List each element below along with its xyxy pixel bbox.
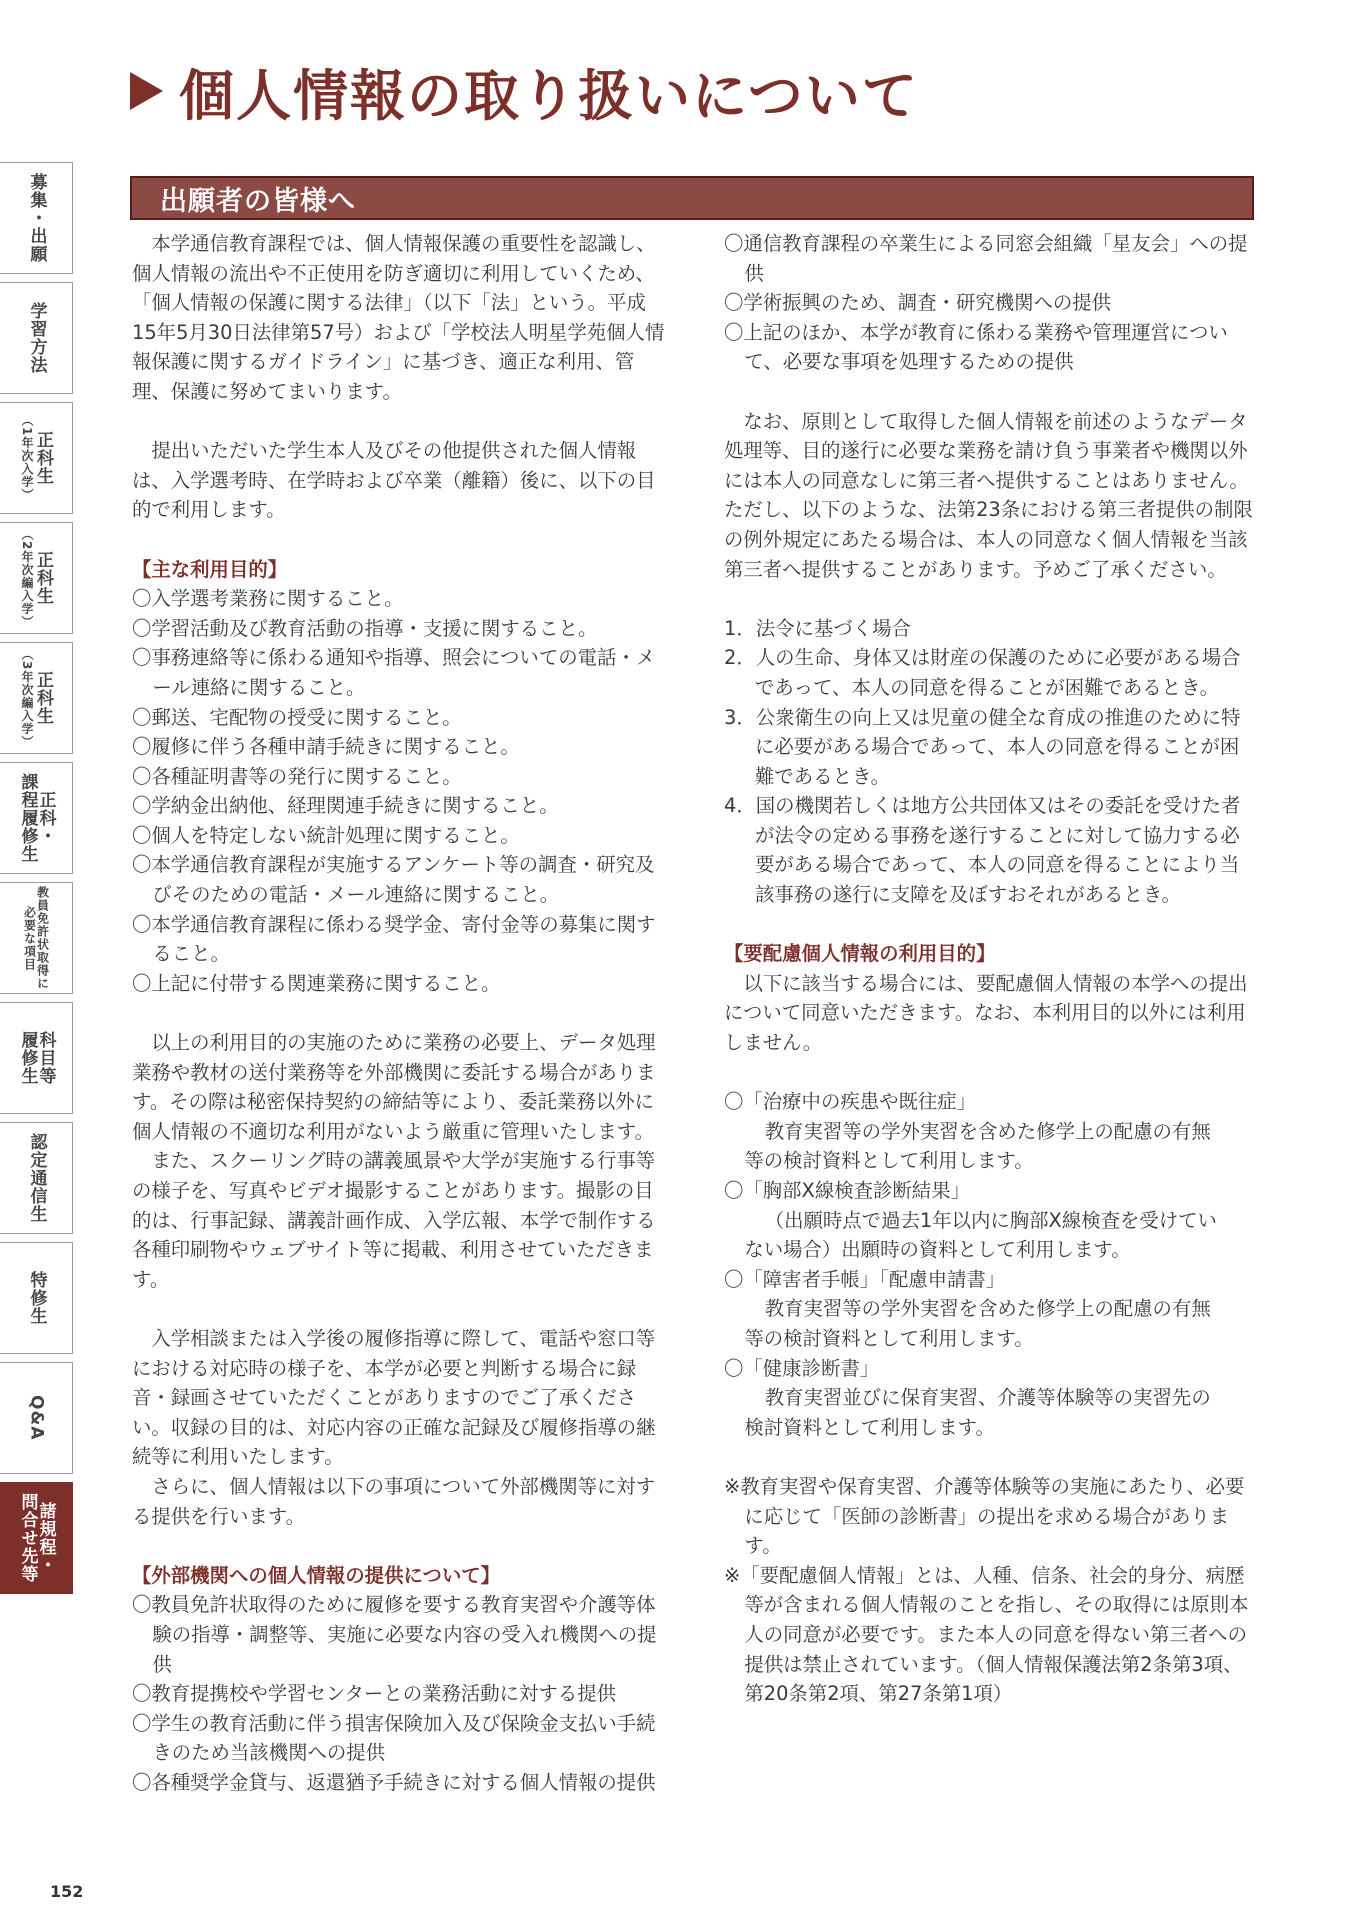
body-paragraph: なお、原則として取得した個人情報を前述のようなデータ処理等、目的遂行に必要な業務を請け負う事業者や機関以外には本人の同意なしに第三者へ提供することはありません。ただし、以下のような、法第23条における第三者提供の制限の例外規定にあたる場合は、本人の同意なく個人情報を当該第三者へ提供することがあります。予めご了承ください。 bbox=[724, 409, 1253, 581]
left-column bbox=[132, 229, 666, 1797]
item-desc: 教育実習等の学外実習を含めた修学上の配慮の有無 bbox=[764, 1297, 1211, 1321]
body-paragraph: 以上の利用目的の実施のために業務の必要上、データ処理業務や教材の送付業務等を外部機関に委託する場合があります。その際は秘密保持契約の締結等により、委託業務以外に個人情報の不適切な利用がないよう厳重に管理いたします。 bbox=[132, 1031, 656, 1143]
tab-label-main: 正科生 bbox=[33, 671, 53, 725]
tab-label-sub: 問合せ先等 bbox=[17, 1493, 38, 1583]
item-desc: ない場合）出願時の資料として利用します。 bbox=[744, 1238, 1131, 1262]
side-tab-nintei[interactable] bbox=[0, 1122, 73, 1234]
list-item: 〇入学選考業務に関すること。 bbox=[132, 587, 404, 611]
page-title: 個人情報の取り扱いについて bbox=[179, 63, 919, 128]
tab-label-main: 認定通信生 bbox=[26, 1133, 47, 1223]
purposes-heading: 【主な利用目的】 bbox=[132, 557, 288, 581]
side-tab-katei[interactable] bbox=[0, 762, 73, 874]
body-paragraph: さらに、個人情報は以下の事項について外部機関等に対する提供を行います。 bbox=[132, 1474, 656, 1528]
list-item: 〇履修に伴う各種申請手続きに関すること。 bbox=[132, 735, 520, 759]
list-item: 〇事務連絡等に係わる通知や指導、照会についての電話・メール連絡に関すること。 bbox=[132, 646, 656, 699]
side-tab-boshu[interactable] bbox=[0, 162, 73, 274]
side-tab-tokushu[interactable] bbox=[0, 1242, 73, 1354]
tab-label-sub: 履修生 bbox=[17, 1031, 38, 1085]
side-tab-kitei-active[interactable] bbox=[0, 1482, 73, 1594]
list-item: 〇通信教育課程の卒業生による同窓会組織「星友会」への提供 bbox=[724, 232, 1248, 285]
list-item: 〇本学通信教育課程に係わる奨学金、寄付金等の募集に関すること。 bbox=[132, 912, 656, 966]
item-title: 〇「健康診断書」 bbox=[724, 1356, 880, 1380]
intro-paragraph: 本学通信教育課程では、個人情報保護の重要性を認識し、個人情報の流出や不正使用を防ぎ適切に利用していくため、「個人情報の保護に関する法律」（以下「法」という。平成15年5月30日法律第57号）および「学校法人明星学苑個人情報保護に関するガイドライン」に基づき、適正な利用、管理、保護に努めてまいります。 bbox=[132, 232, 665, 403]
numbered-item: 3．公衆衛生の向上又は児童の健全な育成の推進のために特に必要がある場合であって、本人の同意を得ることが困難であるとき。 bbox=[724, 705, 1241, 788]
list-item: 〇郵送、宅配物の授受に関すること。 bbox=[132, 705, 462, 729]
numbered-item: 2．人の生命、身体又は財産の保護のために必要がある場合であって、本人の同意を得ることが困難であるとき。 bbox=[724, 646, 1241, 699]
tab-label-main: 正科生 bbox=[33, 431, 53, 485]
body-paragraph: 入学相談または入学後の履修指導に際して、電話や窓口等における対応時の様子を、本学が必要と判断する場合に録音・録画させていただくことがありますのでご了承ください。収録の目的は、対応内容の正確な記録及び履修指導の継続等に利用いたします。 bbox=[132, 1326, 656, 1469]
numbered-item: 1．法令に基づく場合 bbox=[724, 616, 911, 640]
intro-paragraph: 提出いただいた学生本人及びその他提供された個人情報は、入学選考時、在学時および卒業（離籍）後に、以下の目的で利用します。 bbox=[132, 439, 656, 522]
side-tab-kamokuto[interactable] bbox=[0, 1002, 73, 1114]
numbered-item: 4．国の機関若しくは地方公共団体又はその委託を受けた者が法令の定める事務を遂行することに対して協力する必要がある場合であって、本人の同意を得ることにより当該事務の遂行に支障を及ぼすおそれがあるとき。 bbox=[724, 794, 1241, 907]
tab-label-main: 教員免許状取得に bbox=[35, 886, 50, 990]
item-desc: 教育実習並びに保育実習、介護等体験等の実習先の bbox=[764, 1386, 1211, 1410]
tab-label-sub: （1年次入学） bbox=[20, 414, 34, 502]
list-item: 〇上記に付帯する関連業務に関すること。 bbox=[132, 971, 501, 995]
body-paragraph: 以下に該当する場合には、要配慮個人情報の本学への提出について同意いただきます。なお、本利用目的以外には利用しません。 bbox=[724, 971, 1248, 1055]
tab-label-sub: （2年次編入学） bbox=[20, 527, 34, 629]
item-title: 〇「治療中の疾患や既往症」 bbox=[724, 1090, 977, 1114]
list-item: 〇上記のほか、本学が教育に係わる業務や管理運営について、必要な事項を処理するための提供 bbox=[724, 320, 1228, 374]
list-item: 〇教育提携校や学習センターとの業務活動に対する提供 bbox=[132, 1682, 616, 1706]
note-item: ※「要配慮個人情報」とは、人種、信条、社会的身分、病歴等が含まれる個人情報のことを指し、その取得には原則本人の同意が必要です。また本人の同意を得ない第三者への提供は禁止されています。（個人情報保護法第2条第3項、第20条第2項、第27条第1項） bbox=[724, 1563, 1249, 1706]
tab-label-main: 科目等 bbox=[35, 1031, 56, 1085]
side-tab-seikasei-1[interactable] bbox=[0, 402, 73, 514]
list-item: 〇個人を特定しない統計処理に関すること。 bbox=[132, 823, 520, 847]
body-paragraph: また、スクーリング時の講義風景や大学が実施する行事等の様子を、写真やビデオ撮影することがあります。撮影の目的は、行事記録、講義計画作成、入学広報、本学で制作する各種印刷物やウェブサイト等に掲載、利用させていただきます。 bbox=[132, 1149, 656, 1291]
section-banner bbox=[130, 176, 1254, 220]
item-desc: 等の検討資料として利用します。 bbox=[744, 1326, 1034, 1350]
sensitive-heading: 【要配慮個人情報の利用目的】 bbox=[724, 942, 996, 966]
note-item: ※教育実習や保育実習、介護等体験等の実施にあたり、必要に応じて「医師の診断書」の提出を求める場合があります。 bbox=[724, 1474, 1245, 1558]
section-title: 出願者の皆様へ bbox=[160, 185, 356, 217]
side-tab-qa[interactable] bbox=[0, 1362, 73, 1474]
tab-label-sub: 課程履修生 bbox=[17, 773, 38, 863]
list-item: 〇学生の教育活動に伴う損害保険加入及び保険金支払い手続きのため当該機関への提供 bbox=[132, 1711, 656, 1765]
right-column bbox=[724, 229, 1258, 1709]
list-item: 〇学納金出納他、経理関連手続きに関すること。 bbox=[132, 794, 559, 818]
list-item: 〇各種証明書等の発行に関すること。 bbox=[132, 764, 462, 788]
list-item: 〇各種奨学金貸与、返還猶予手続きに対する個人情報の提供 bbox=[132, 1770, 656, 1794]
list-item: 〇学術振興のため、調査・研究機関への提供 bbox=[724, 291, 1112, 315]
tab-label-main: Q&A bbox=[26, 1395, 47, 1441]
page-heading bbox=[130, 56, 919, 126]
tab-label-main: 募集・出願 bbox=[26, 173, 47, 263]
item-desc: 検討資料として利用します。 bbox=[744, 1415, 995, 1439]
tab-label-main: 正科生 bbox=[33, 551, 53, 605]
side-tab-seikasei-2[interactable] bbox=[0, 522, 73, 634]
item-desc: 教育実習等の学外実習を含めた修学上の配慮の有無 bbox=[764, 1119, 1211, 1143]
item-title: 〇「胸部X線検査診断結果」 bbox=[724, 1179, 970, 1202]
item-title: 〇「障害者手帳」「配慮申請書」 bbox=[724, 1267, 1006, 1291]
tab-label-sub: 必要な項目 bbox=[22, 905, 37, 971]
external-heading: 【外部機関への個人情報の提供について】 bbox=[132, 1563, 501, 1587]
tab-label-main: 正科・ bbox=[35, 791, 56, 845]
list-item: 〇本学通信教育課程が実施するアンケート等の調査・研究及びそのための電話・メール連絡に関すること。 bbox=[132, 853, 655, 907]
item-desc: （出願時点で過去1年以内に胸部X線検査を受けてい bbox=[764, 1208, 1217, 1232]
side-tab-seikasei-3[interactable] bbox=[0, 642, 73, 754]
triangle-icon bbox=[130, 72, 163, 110]
tab-label-main: 諸規程・ bbox=[35, 1502, 56, 1574]
list-item: 〇教員免許状取得のために履修を要する教育実習や介護等体験の指導・調整等、実施に必要な内容の受入れ機関への提供 bbox=[132, 1593, 657, 1676]
item-desc: 等の検討資料として利用します。 bbox=[744, 1149, 1034, 1173]
page-number: 152 bbox=[50, 1882, 84, 1901]
tab-label-main: 学習方法 bbox=[26, 302, 47, 374]
tab-label-main: 特修生 bbox=[26, 1271, 47, 1325]
list-item: 〇学習活動及び教育活動の指導・支援に関すること。 bbox=[132, 616, 598, 640]
side-tab-gakushu[interactable] bbox=[0, 282, 73, 394]
tab-label-sub: （3年次編入学） bbox=[20, 647, 34, 749]
side-tab-kyoin-menkyo[interactable] bbox=[0, 882, 73, 994]
